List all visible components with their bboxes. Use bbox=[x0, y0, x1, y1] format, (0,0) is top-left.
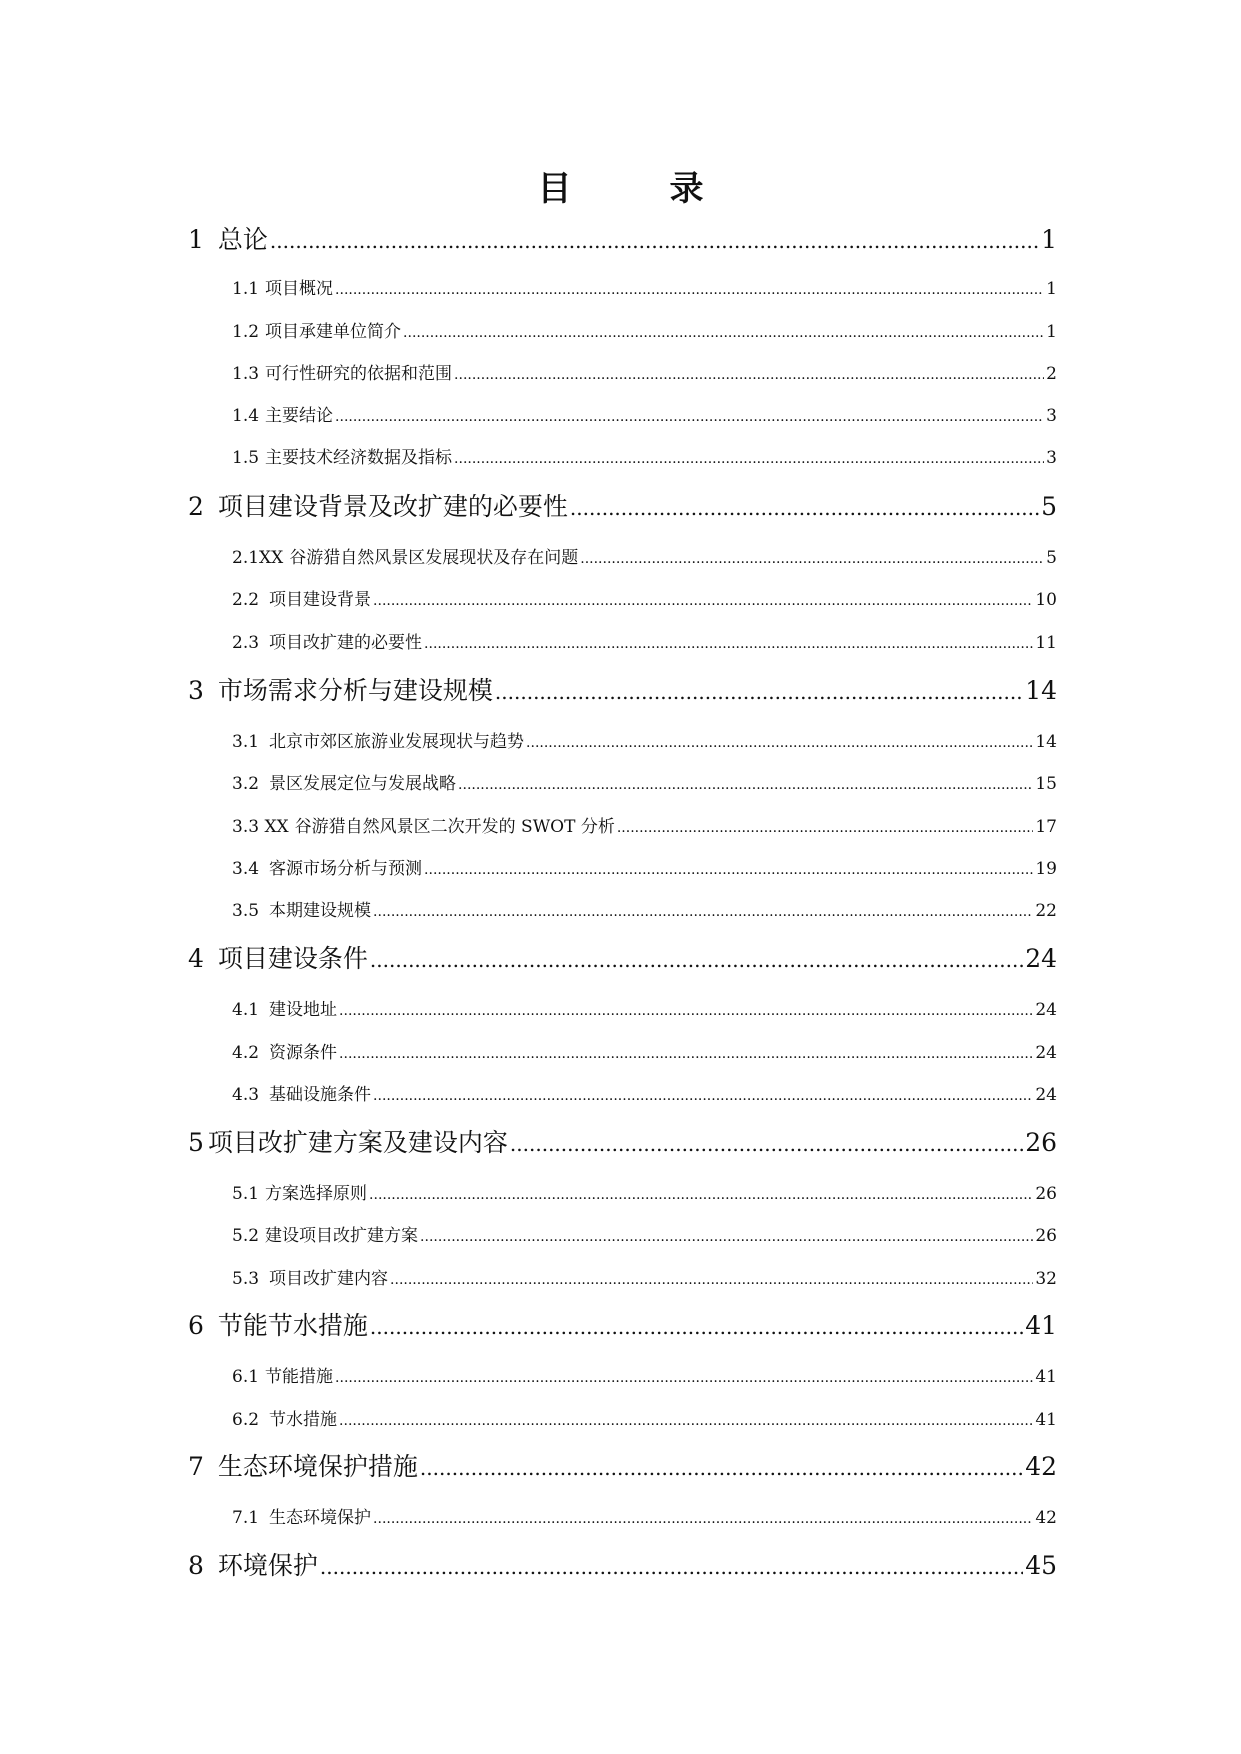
toc-entry-6-2[interactable] bbox=[232, 1405, 1057, 1429]
toc-entry-1-2[interactable] bbox=[232, 317, 1057, 341]
toc-dot-leader bbox=[570, 492, 1039, 521]
toc-entry-3-4[interactable] bbox=[232, 854, 1057, 878]
toc-entry-number: 2.2 bbox=[232, 590, 260, 610]
toc-entry-page: 3 bbox=[1046, 406, 1057, 426]
toc-entry-number: 5 bbox=[188, 1128, 204, 1157]
toc-entry-page: 24 bbox=[1035, 1085, 1057, 1105]
toc-dot-leader bbox=[526, 732, 1033, 752]
toc-entry-3-5[interactable] bbox=[232, 896, 1057, 920]
toc-entry-1[interactable] bbox=[188, 220, 1057, 254]
toc-entry-label: 项目改扩建方案及建设内容 bbox=[207, 1128, 508, 1157]
toc-dot-leader bbox=[373, 1085, 1033, 1105]
toc-entry-8[interactable] bbox=[188, 1546, 1057, 1580]
toc-entry-label: 项目建设条件 bbox=[217, 944, 368, 973]
toc-entry-page: 26 bbox=[1025, 1128, 1057, 1157]
toc-dot-leader bbox=[454, 364, 1044, 384]
toc-entry-number: 6.1 bbox=[232, 1367, 260, 1387]
toc-entry-5-3[interactable] bbox=[232, 1264, 1057, 1288]
toc-entry-3[interactable] bbox=[188, 671, 1057, 705]
toc-entry-3-3[interactable] bbox=[232, 812, 1057, 836]
toc-entry-label: 资源条件 bbox=[269, 1043, 338, 1063]
toc-dot-leader bbox=[369, 1184, 1033, 1204]
toc-entry-2-2[interactable] bbox=[232, 585, 1057, 609]
toc-entry-6[interactable] bbox=[188, 1306, 1057, 1340]
toc-entry-1-3[interactable] bbox=[232, 359, 1057, 383]
toc-entry-page: 19 bbox=[1035, 859, 1057, 879]
toc-entry-7-1[interactable] bbox=[232, 1503, 1057, 1527]
toc-dot-leader bbox=[617, 817, 1034, 837]
toc-entry-number: 5.2 bbox=[232, 1226, 260, 1246]
toc-entry-number: 6.2 bbox=[232, 1410, 260, 1430]
toc-entry-1-4[interactable] bbox=[232, 401, 1057, 425]
toc-entry-label: 节能措施 bbox=[265, 1367, 334, 1387]
toc-entry-label: 项目改扩建的必要性 bbox=[269, 633, 423, 653]
toc-entry-page: 17 bbox=[1035, 817, 1057, 837]
toc-entry-number: 1.1 bbox=[232, 279, 260, 299]
toc-title-char-1: 目 bbox=[537, 168, 572, 209]
toc-entry-number: 3.2 bbox=[232, 774, 260, 794]
toc-entry-page: 5 bbox=[1041, 492, 1057, 521]
toc-entry-label: 客源市场分析与预测 bbox=[269, 859, 423, 879]
toc-entry-page: 41 bbox=[1035, 1410, 1057, 1430]
toc-entry-5[interactable] bbox=[188, 1123, 1057, 1157]
toc-entry-number: 3.3 XX bbox=[232, 817, 289, 837]
toc-entry-page: 45 bbox=[1025, 1551, 1057, 1580]
toc-dot-leader bbox=[373, 1508, 1033, 1528]
toc-entry-page: 22 bbox=[1035, 901, 1057, 921]
toc-entry-page: 10 bbox=[1035, 590, 1057, 610]
toc-entry-label: 基础设施条件 bbox=[269, 1085, 372, 1105]
toc-entry-number: 4.3 bbox=[232, 1085, 260, 1105]
toc-dot-leader bbox=[424, 633, 1033, 653]
toc-entry-page: 1 bbox=[1046, 279, 1057, 299]
toc-entry-number: 3.4 bbox=[232, 859, 260, 879]
toc-entry-number: 1.3 bbox=[232, 364, 260, 384]
toc-entry-page: 41 bbox=[1025, 1311, 1057, 1340]
toc-entry-1-5[interactable] bbox=[232, 443, 1057, 467]
toc-dot-leader bbox=[420, 1452, 1023, 1481]
toc-dot-leader bbox=[339, 1043, 1033, 1063]
toc-entry-5-1[interactable] bbox=[232, 1179, 1057, 1203]
toc-entry-number: 7 bbox=[188, 1452, 204, 1481]
toc-entry-label: 项目概况 bbox=[265, 279, 334, 299]
toc-entry-label: 本期建设规模 bbox=[269, 901, 372, 921]
toc-dot-leader bbox=[390, 1269, 1033, 1289]
toc-entry-label: 生态环境保护 bbox=[269, 1508, 372, 1528]
toc-entry-4-2[interactable] bbox=[232, 1038, 1057, 1062]
toc-dot-leader bbox=[495, 676, 1023, 705]
toc-dot-leader bbox=[510, 1128, 1023, 1157]
toc-entry-4[interactable] bbox=[188, 939, 1057, 973]
toc-dot-leader bbox=[373, 590, 1033, 610]
toc-entry-number: 4.2 bbox=[232, 1043, 260, 1063]
toc-entry-number: 1.4 bbox=[232, 406, 260, 426]
toc-entry-page: 2 bbox=[1046, 364, 1057, 384]
toc-entry-label: 环境保护 bbox=[217, 1551, 318, 1580]
toc-entry-label: 方案选择原则 bbox=[265, 1184, 368, 1204]
toc-entry-page: 41 bbox=[1035, 1367, 1057, 1387]
toc-entry-label: 节水措施 bbox=[269, 1410, 338, 1430]
toc-dot-leader bbox=[320, 1551, 1023, 1580]
toc-entry-number: 3.1 bbox=[232, 732, 260, 752]
toc-entry-page: 32 bbox=[1035, 1269, 1057, 1289]
toc-entry-3-2[interactable] bbox=[232, 769, 1057, 793]
toc-dot-leader bbox=[335, 406, 1044, 426]
toc-dot-leader bbox=[424, 859, 1033, 879]
toc-entry-number: 1.2 bbox=[232, 322, 260, 342]
toc-entry-label: 谷游猎自然风景区发展现状及存在问题 bbox=[289, 548, 579, 568]
toc-title-char-2: 录 bbox=[669, 168, 704, 209]
toc-entry-label: 总论 bbox=[217, 225, 268, 254]
toc-entry-label: 项目承建单位简介 bbox=[265, 322, 402, 342]
toc-entry-1-1[interactable] bbox=[232, 274, 1057, 298]
toc-entry-number: 5.1 bbox=[232, 1184, 260, 1204]
toc-entry-label: 谷游猎自然风景区二次开发的 SWOT 分析 bbox=[294, 817, 615, 837]
toc-entry-number: 2.1XX bbox=[232, 548, 284, 568]
toc-entry-page: 15 bbox=[1035, 774, 1057, 794]
toc-entry-label: 主要技术经济数据及指标 bbox=[265, 448, 453, 468]
toc-entry-7[interactable] bbox=[188, 1447, 1057, 1481]
toc-entry-page: 14 bbox=[1035, 732, 1057, 752]
toc-entry-label: 主要结论 bbox=[265, 406, 334, 426]
toc-entry-number: 2 bbox=[188, 492, 204, 521]
toc-entry-number: 6 bbox=[188, 1311, 204, 1340]
toc-dot-leader bbox=[335, 1367, 1033, 1387]
toc-dot-leader bbox=[270, 225, 1039, 254]
toc-entry-number: 7.1 bbox=[232, 1508, 260, 1528]
toc-entry-number: 4.1 bbox=[232, 1000, 260, 1020]
toc-entry-page: 24 bbox=[1035, 1000, 1057, 1020]
toc-entry-6-1[interactable] bbox=[232, 1362, 1057, 1386]
toc-entry-4-1[interactable] bbox=[232, 995, 1057, 1019]
toc-entry-label: 市场需求分析与建设规模 bbox=[217, 676, 493, 705]
toc-entry-number: 1 bbox=[188, 225, 204, 254]
toc-entry-page: 3 bbox=[1046, 448, 1057, 468]
toc-entry-page: 1 bbox=[1046, 322, 1057, 342]
toc-dot-leader bbox=[339, 1410, 1033, 1430]
toc-dot-leader bbox=[420, 1226, 1033, 1246]
toc-entry-number: 5.3 bbox=[232, 1269, 260, 1289]
toc-entry-label: 节能节水措施 bbox=[217, 1311, 368, 1340]
toc-entry-page: 42 bbox=[1025, 1452, 1057, 1481]
toc-entry-label: 项目建设背景 bbox=[269, 590, 372, 610]
toc-entry-2-3[interactable] bbox=[232, 628, 1057, 652]
toc-dot-leader bbox=[458, 774, 1033, 794]
toc-entry-5-2[interactable] bbox=[232, 1221, 1057, 1245]
toc-entry-page: 5 bbox=[1046, 548, 1057, 568]
toc-entry-3-1[interactable] bbox=[232, 727, 1057, 751]
toc-dot-leader bbox=[339, 1000, 1033, 1020]
toc-entry-page: 26 bbox=[1035, 1184, 1057, 1204]
toc-entry-label: 建设地址 bbox=[269, 1000, 338, 1020]
toc-entry-number: 3 bbox=[188, 676, 204, 705]
toc-dot-leader bbox=[454, 448, 1044, 468]
toc-entry-page: 11 bbox=[1035, 633, 1057, 653]
toc-dot-leader bbox=[580, 548, 1044, 568]
toc-entry-label: 项目建设背景及改扩建的必要性 bbox=[217, 492, 568, 521]
toc-entry-number: 2.3 bbox=[232, 633, 260, 653]
toc-entry-number: 1.5 bbox=[232, 448, 260, 468]
toc-dot-leader bbox=[370, 944, 1023, 973]
toc-entry-page: 24 bbox=[1035, 1043, 1057, 1063]
toc-dot-leader bbox=[373, 901, 1033, 921]
toc-dot-leader bbox=[335, 279, 1044, 299]
toc-entry-number: 8 bbox=[188, 1551, 204, 1580]
toc-entry-page: 1 bbox=[1041, 225, 1057, 254]
toc-entry-4-3[interactable] bbox=[232, 1080, 1057, 1104]
toc-entry-page: 14 bbox=[1025, 676, 1057, 705]
toc-entry-label: 建设项目改扩建方案 bbox=[265, 1226, 419, 1246]
toc-entry-label: 生态环境保护措施 bbox=[217, 1452, 418, 1481]
toc-dot-leader bbox=[370, 1311, 1023, 1340]
toc-entry-label: 北京市郊区旅游业发展现状与趋势 bbox=[269, 732, 525, 752]
toc-entry-2-1[interactable] bbox=[232, 543, 1057, 567]
toc-entry-2[interactable] bbox=[188, 487, 1057, 521]
toc-entry-label: 项目改扩建内容 bbox=[269, 1269, 389, 1289]
toc-entry-page: 24 bbox=[1025, 944, 1057, 973]
toc-entry-label: 景区发展定位与发展战略 bbox=[269, 774, 457, 794]
toc-entry-label: 可行性研究的依据和范围 bbox=[265, 364, 453, 384]
toc-entry-number: 3.5 bbox=[232, 901, 260, 921]
toc-entry-page: 42 bbox=[1035, 1508, 1057, 1528]
toc-entry-number: 4 bbox=[188, 944, 204, 973]
toc-dot-leader bbox=[403, 322, 1044, 342]
toc-entry-page: 26 bbox=[1035, 1226, 1057, 1246]
